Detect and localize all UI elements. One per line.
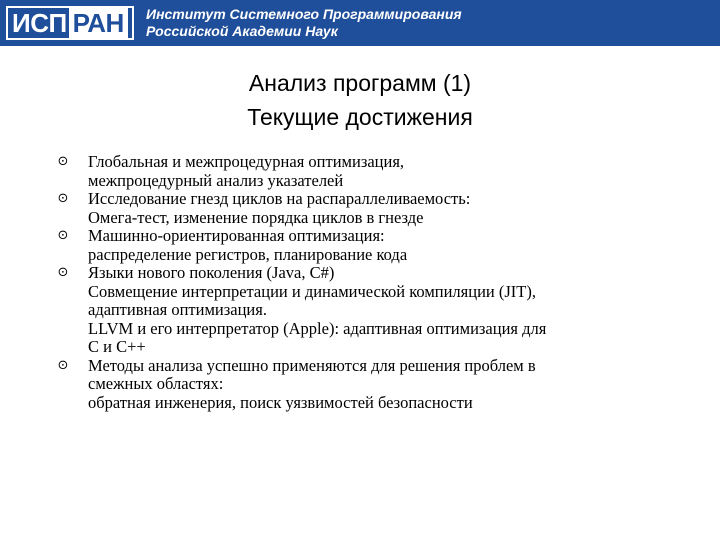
bullet-item (56, 227, 676, 264)
slide-title-line2: Текущие достижения (247, 104, 473, 130)
bullet-text-line: смежных областях: (88, 374, 224, 393)
bullet-item (56, 153, 676, 190)
bullet-item (56, 264, 676, 357)
bullet-text-line: межпроцедурный анализ указателей (88, 170, 344, 190)
bullet-marker-icon: ⊙ (57, 228, 69, 243)
bullet-marker-icon: ⊙ (57, 265, 69, 280)
bullet-list (56, 153, 676, 412)
logo-text-isp: ИСП (12, 8, 67, 38)
bullet-item (56, 357, 676, 413)
bullet-text-line: С и С++ (88, 337, 146, 356)
bullet-text-line: распределение регистров, планирование кода (88, 244, 408, 264)
bullet-text-line: Глобальная и межпроцедурная оптимизация, (88, 152, 405, 171)
bullet-marker-icon: ⊙ (57, 154, 69, 169)
bullet-text-line: Языки нового поколения (Java, C#) (88, 263, 335, 282)
ispran-logo (6, 6, 134, 40)
org-name-line2: Российской Академии Наук (146, 23, 338, 39)
bullet-item (56, 190, 676, 227)
logo-text-ran: РАН (69, 8, 128, 38)
bullet-marker-icon: ⊙ (57, 191, 69, 206)
bullet-text-line: Омега-тест, изменение порядка циклов в гнезде (88, 207, 424, 227)
bullet-text-line: Методы анализа успешно применяются для решения проблем в (88, 355, 536, 375)
slide-title-line1: Анализ программ (1) (248, 70, 472, 96)
bullet-text-line: Машинно-ориентированная оптимизация: (88, 226, 385, 245)
bullet-text-line: Исследование гнезд циклов на распараллеливаемость: (88, 189, 471, 208)
org-name-line1: Институт Системного Программирования (146, 6, 462, 22)
bullet-text-line: Совмещение интерпретации и динамической компиляции (JIT), (88, 281, 536, 301)
bullet-text-line: обратная инженерия, поиск уязвимостей безопасности (88, 392, 473, 412)
bullet-text-line: LLVM и его интерпретатор (Apple): адаптивная оптимизация для (88, 318, 547, 338)
organization-name (146, 6, 462, 40)
slide-title (0, 66, 720, 134)
header-bar (0, 0, 720, 46)
bullet-text-line: адаптивная оптимизация. (88, 300, 267, 319)
bullet-marker-icon: ⊙ (57, 357, 69, 373)
